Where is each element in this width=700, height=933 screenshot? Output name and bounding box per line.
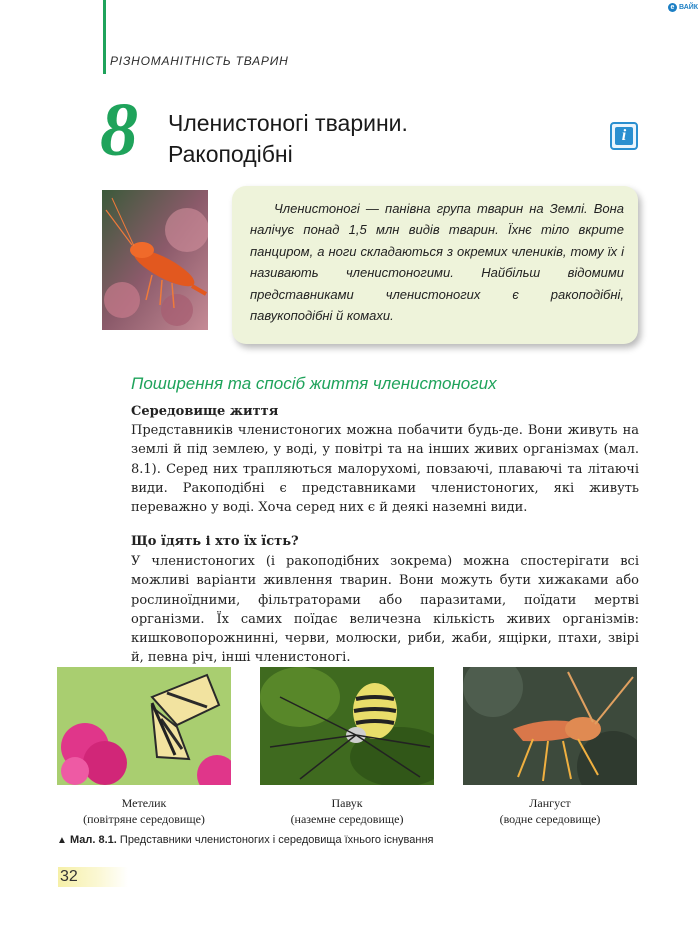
paragraph-feeding: У членистоногих (і ракоподібних зокрема) можна спостерігати всі можливі варіанти живлення тварин. Вони можуть бути хижаками або рослиноїдними, фільтраторами або паразитами, поїдати мертві організми. Їх самих поїдає величезна кількість живих організмів: кишковопорожнинні, черви, молюски, риби, жаби, ящірки, птахи, звірі й, певна річ, інші членистоногі. — [131, 554, 639, 666]
subheading-habitat: Середовище життя — [131, 404, 279, 419]
chapter-title-line2: Ракоподібні — [168, 141, 293, 167]
caption-butterfly-name: Метелик — [121, 796, 167, 810]
chapter-number: 8 — [100, 88, 138, 172]
paragraph-habitat: Представників членистоногих можна побачити будь-де. Вони живуть на землі й під землею, у воді, у повітрі та на інших живих організмах (мал. 8.1). Серед них трапляються малорухомі, повзаючі, плаваючі та літаючі види. Ракоподібні є представниками членистоногих, які живуть переважно у воді. Хоча серед них є й деякі наземні види. — [131, 423, 639, 516]
figure-label: Мал. 8.1. — [69, 834, 117, 846]
publisher-logo — [668, 3, 698, 12]
figure-triangle-icon: ▲ — [57, 835, 67, 846]
caption-butterfly — [44, 795, 244, 827]
info-icon-glyph: i — [615, 127, 633, 145]
shrimp-photo — [102, 190, 208, 330]
caption-butterfly-habitat: (повітряне середовище) — [83, 812, 205, 826]
caption-lobster-habitat: (водне середовище) — [499, 812, 601, 826]
chapter-title — [168, 108, 408, 170]
spider-photo — [260, 667, 434, 785]
info-icon[interactable] — [610, 122, 638, 150]
section-label: РІЗНОМАНІТНІСТЬ ТВАРИН — [110, 54, 289, 68]
caption-spider-name: Павук — [331, 796, 363, 810]
intro-text: Членистоногі — панівна група тварин на Землі. Вона налічує понад 1,5 млн видів тварин. Їхнє тіло вкрите панциром, а ноги складаються з окремих члеників, тому їх і називають членистоногими. Найбільш відомими представниками членистоногих є ракоподібні, павукоподібні й комахи. — [250, 201, 624, 324]
caption-lobster-name: Лангуст — [529, 796, 571, 810]
butterfly-photo — [57, 667, 231, 785]
lobster-photo — [463, 667, 637, 785]
caption-spider-habitat: (наземне середовище) — [290, 812, 404, 826]
publisher-name: ВАЙК — [679, 4, 699, 11]
page-number: 32 — [58, 867, 128, 887]
section-heading: Поширення та спосіб життя членистоногих — [131, 374, 497, 393]
figure-caption-text: Представники членистоногих і середовища їхнього існування — [119, 834, 434, 846]
intro-box — [232, 186, 638, 344]
header-accent-bar — [103, 0, 106, 74]
publisher-logo-icon: e — [668, 3, 677, 12]
figure-caption — [57, 834, 434, 846]
subheading-feeding: Що їдять і хто їх їсть? — [131, 534, 299, 549]
caption-lobster — [450, 795, 650, 827]
chapter-title-line1: Членистоногі тварини. — [168, 110, 408, 136]
caption-spider — [247, 795, 447, 827]
